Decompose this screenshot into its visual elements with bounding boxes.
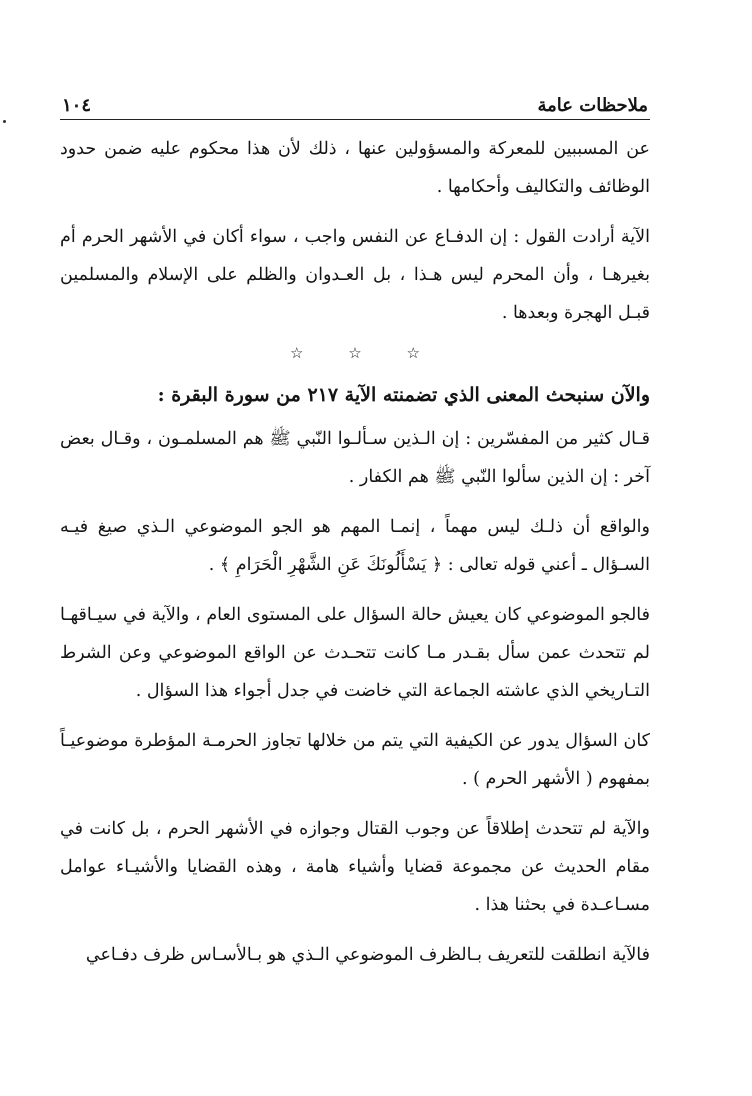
paragraph-1: عن المسببين للمعركة والمسؤولين عنها ، ذلك لأن هذا محكوم عليه ضمن حدود الوظائف والتكاليف وأحكامها . [60, 139, 650, 197]
paragraph-7: والآية لم تتحدث إطلاقاً عن وجوب القتال وجوازه في الأشهر الحرم ، بل كانت في مقام الحديث عن مجموعة قضايا وأشياء هامة ، وهذه القضايا والأشيـاء عوامل مسـاعـدة في بحثنا هذا . [60, 819, 650, 915]
paragraph-2: الآية أرادت القول : إن الدفـاع عن النفس واجب ، سواء أكان في الأشهر الحرم أم بغيرهـا ، وأن المحرم ليس هـذا ، بل العـدوان والظلم على الإسلام والمسلمين قبـل الهجرة وبعدها . [60, 227, 650, 323]
section-heading: والآن سنبحث المعنى الذي تضمنته الآية ٢١٧ من سورة البقرة : [157, 384, 650, 406]
page-number: ١٠٤ [62, 95, 92, 116]
book-page [60, 80, 650, 986]
page-body [60, 120, 650, 974]
star-icon: ☆ [348, 344, 362, 362]
paragraph-5: فالجو الموضوعي كان يعيش حالة السؤال على المستوى العام ، والآية في سيـاقهـا لم تتحدث عمن سأل بقـدر مـا كانت تتحـدث عن الواقع الموضوعي وعن الشرط التـاريخي الذي عاشته الجماعة التي خاضت في جدل أجواء هذا السؤال . [60, 605, 650, 701]
running-header [60, 80, 650, 120]
section-separator [60, 344, 650, 362]
paragraph-3: قـال كثير من المفسّرين : إن الـذين سـألـوا النّبي ﷺ هم المسلمـون ، وقـال بعض آخر : إن الذين سألوا النّبي ﷺ هم الكفار . [60, 429, 650, 487]
running-title: ملاحظات عامة [537, 95, 648, 116]
star-icon: ☆ [406, 344, 420, 362]
paragraph-6: كان السؤال يدور عن الكيفية التي يتم من خلالها تجاوز الحرمـة المؤطرة موضوعيـاً بمفهوم ( الأشهر الحرم ) . [60, 731, 650, 789]
paragraph-8: فالآية انطلقت للتعريف بـالظرف الموضوعي الـذي هو بـالأسـاس ظرف دفـاعي [85, 945, 650, 965]
scan-mark [3, 120, 6, 123]
paragraph-4: والواقع أن ذلـك ليس مهماً ، إنمـا المهم هو الجو الموضوعي الـذي صيغ فيـه السـؤال ـ أعني قوله تعالى : ﴿ يَسْأَلُونَكَ عَنِ الشَّهْرِ الْحَرَامِ ﴾ . [60, 517, 650, 575]
star-icon: ☆ [290, 344, 304, 362]
